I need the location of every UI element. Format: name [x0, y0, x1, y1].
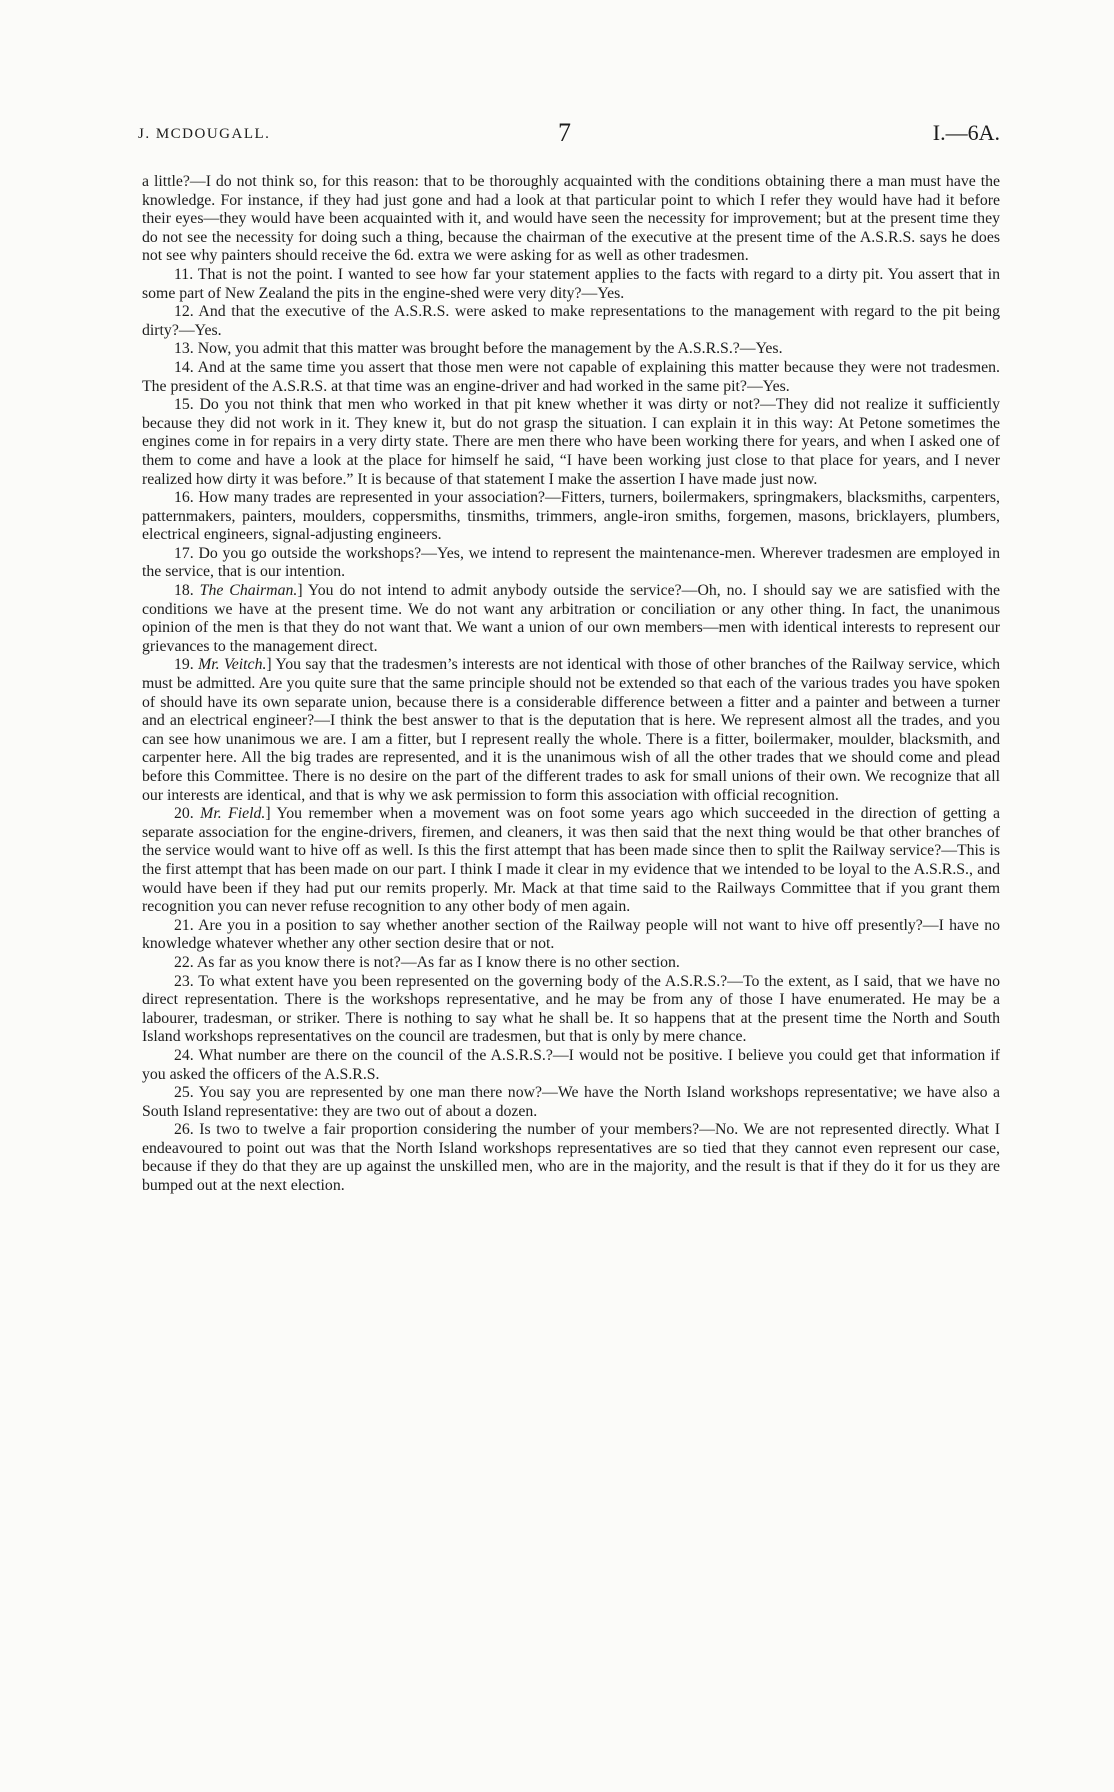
- paper-reference: I.—6A.: [932, 120, 1000, 145]
- paragraph: 24. What number are there on the council of the A.S.R.S.?—I would not be positive. I believe you could get that information if you asked the officers of the A.S.R.S.: [142, 1046, 1000, 1083]
- paragraph: 18. The Chairman.] You do not intend to admit anybody outside the service?—Oh, no. I should say we are satisfied with the conditions we have at the present time. We do not want any arbitration or conciliation or any other thing. In fact, the unanimous opinion of the men is that they do not want that. We want a union of our own members—men with identical interests to represent our grievances to the management direct.: [142, 582, 1000, 655]
- paragraph: 11. That is not the point. I wanted to see how far your statement applies to the facts with regard to a dirty pit. You assert that in some part of New Zealand the pits in the engine-shed were very dity?—Yes.: [142, 265, 1000, 302]
- paragraph: 14. And at the same time you assert that those men were not capable of explaining this matter because they were not tradesmen. The president of the A.S.R.S. at that time was an engine-driver and had worked in the same pit?—Yes.: [142, 358, 1000, 395]
- page-header: [138, 120, 1000, 150]
- paragraph: 19. Mr. Veitch.] You say that the tradesmen’s interests are not identical with those of other branches of the Railway service, which must be admitted. Are you quite sure that the same principle should not be extended so that each of the various trades you have spoken of should have its own separate union, because there is a considerable difference between a fitter and a painter and between a turner and an electrical engineer?—I think the best answer to that is the deputation that is here. We represent almost all the trades, and you can see how unanimous we are. I am a fitter, but I represent really the whole. There is a fitter, boilermaker, moulder, blacksmith, and carpenter here. All the big trades are represented, and it is the unanimous wish of all the other trades that we should come and plead before this Committee. There is no desire on the part of the different trades to ask for small unions of their own. We recognize that all our interests are identical, and that is why we ask permission to form this association with official recognition.: [142, 656, 1001, 804]
- paragraph: 26. Is two to twelve a fair proportion considering the number of your members?—No. We are not represented directly. What I endeavoured to point out was that the North Island workshops representatives are so tied that they cannot even represent our case, because if they do that they are up against the unskilled men, who are in the majority, and the result is that if they do it for us they are bumped out at the next election.: [142, 1121, 1000, 1195]
- paragraph: 21. Are you in a position to say whether another section of the Railway people will not want to hive off presently?—I have no knowledge whatever whether any other section desire that or not.: [142, 916, 1000, 953]
- speaker-name: Mr. Field.: [200, 805, 266, 823]
- speaker-name: Mr. Veitch.: [198, 656, 267, 674]
- paragraph: 15. Do you not think that men who worked in that pit knew whether it was dirty or not?—They did not realize it sufficiently because they did not work in it. They knew it, but do not grasp the situation. I can explain it in this way: At Petone sometimes the engines come in for repairs in a very dirty state. There are men there who have been working there for years, and when I asked one of them to come and have a look at the place for himself he said, “I have been working just close to that place for years, and I never realized how dirty it was before.” It is because of that statement I make the assertion I have made just now.: [142, 396, 1000, 488]
- paragraph: 16. How many trades are represented in your association?—Fitters, turners, boilermakers, springmakers, blacksmiths, carpenters, patternmakers, painters, moulders, coppersmiths, tinsmiths, trimmers, angle-iron smiths, forgemen, masons, bricklayers, plumbers, electrical engineers, signal-adjusting engineers.: [142, 489, 1000, 544]
- speaker-name: The Chairman.: [199, 582, 298, 600]
- paragraph: a little?—I do not think so, for this reason: that to be thoroughly acquainted with the conditions obtaining there a man must have the knowledge. For instance, if they had just gone and had a look at that particular point to which I refer they would have had it before their eyes—they would have been acquainted with it, and would have seen the necessity for improvement; but at the present time they do not see the necessity for doing such a thing, because the chairman of the executive at the present time of the A.S.R.S. says he does not see why painters should receive the 6d. extra we were asking for as well as other tradesmen.: [142, 173, 1000, 265]
- evidence-text: [142, 173, 1000, 1196]
- paragraph: 23. To what extent have you been represented on the governing body of the A.S.R.S.?—To the extent, as I said, that we have no direct representation. There is the workshops representative, and he may be from any of those I have enumerated. He may be a labourer, tradesman, or striker. There is nothing to say what he shall be. It so happens that at the present time the North and South Island workshops representatives on the council are tradesmen, but that is only by mere chance.: [142, 972, 1000, 1046]
- paragraph: 25. You say you are represented by one man there now?—We have the North Island workshops representative; we have also a South Island representative: they are two out of about a dozen.: [142, 1084, 1000, 1120]
- header-witness-name: J. MCDOUGALL.: [138, 126, 271, 142]
- paragraph: 22. As far as you know there is not?—As far as I know there is no other section.: [174, 953, 680, 971]
- paragraph: 17. Do you go outside the workshops?—Yes, we intend to represent the maintenance-men. Wherever tradesmen are employed in the service, that is our intention.: [142, 544, 1000, 581]
- paragraph: 20. Mr. Field.] You remember when a movement was on foot some years ago which succeeded in the direction of getting a separate association for the engine-drivers, firemen, and cleaners, it was then said that the next thing would be that other branches of the service would want to hive off as well. Is this the first attempt that has been made since then to split the Railway service?—This is the first attempt that has been made on our part. I think I made it clear in my evidence that we intended to be loyal to the A.S.R.S., and would have been if they had put our remits properly. Mr. Mack at that time said to the Railways Committee that if you grant them recognition you can never refuse recognition to any other body of men again.: [142, 805, 1000, 916]
- paragraph: 13. Now, you admit that this matter was brought before the management by the A.S.R.S.?—Yes.: [174, 340, 783, 358]
- page-number: 7: [558, 118, 571, 147]
- paragraph: 12. And that the executive of the A.S.R.S. were asked to make representations to the management with regard to the pit being dirty?—Yes.: [142, 303, 1000, 339]
